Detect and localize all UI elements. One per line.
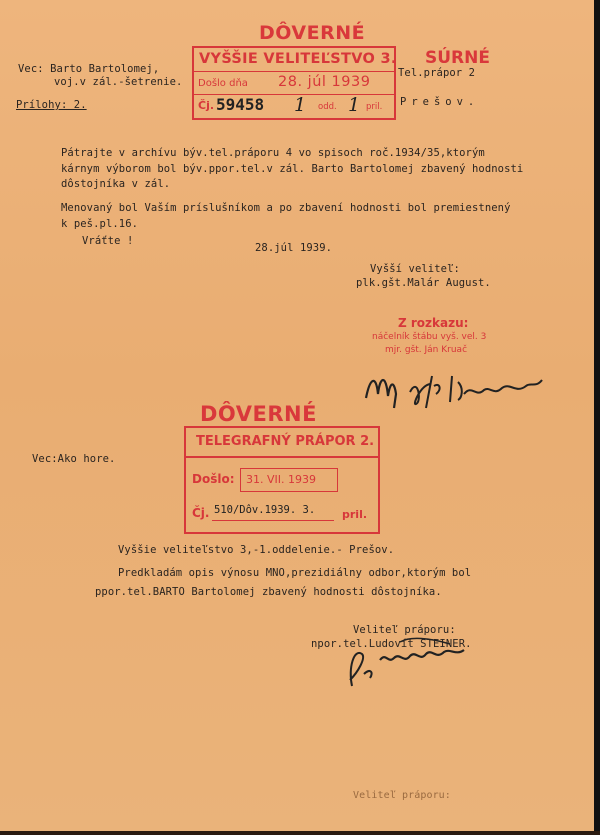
confidential-stamp-middle: DÔVERNÉ xyxy=(200,402,317,426)
scan-edge-bottom xyxy=(0,831,600,835)
return-instruction: Vráťte ! xyxy=(82,235,134,247)
order-stamp-line2: náčelník štábu vyš. vel. 3 xyxy=(372,332,487,342)
subject-line-1: Vec: Barto Bartolomej, xyxy=(18,63,160,75)
signature-2 xyxy=(340,628,490,696)
stamp1-received-date: 28. júl 1939 xyxy=(278,74,371,90)
urgent-stamp: SÚRNÉ xyxy=(425,48,490,68)
stamp2-office: TELEGRAFNÝ PRÁPOR 2. xyxy=(196,434,375,449)
commander-name: plk.gšt.Malár August. xyxy=(356,277,491,289)
stamp2-ref-number: 510/Dôv.1939. 3. xyxy=(214,504,316,516)
receipt-stamp-1 xyxy=(192,46,396,120)
reply-sign-name: npor.tel.Ludovít STEINER. xyxy=(311,638,472,650)
reply-text-line1: Predkladám opis výnosu MNO,prezidiálny odbor,ktorým bol xyxy=(118,567,472,579)
confidential-stamp-top: DÔVERNÉ xyxy=(259,22,366,44)
stamp2-received-date: 31. VII. 1939 xyxy=(246,473,316,486)
signature-1 xyxy=(360,364,550,414)
reply-sign-title: Veliteľ práporu: xyxy=(353,624,456,636)
receipt-stamp-2 xyxy=(184,426,380,534)
body-p2-line1: Menovaný bol Vaším príslušníkom a po zbavení hodnosti bol premiestnený xyxy=(61,202,511,214)
stamp1-office: VYŠŠIE VELITEĽSTVO 3. xyxy=(199,51,397,67)
scan-edge-right xyxy=(594,0,600,835)
order-stamp-line3: mjr. gšt. Ján Kruač xyxy=(385,345,468,355)
reply-addressee: Vyššie veliteľstvo 3,-1.oddelenie.- Prešov. xyxy=(118,544,395,556)
stamp1-attach-label: pril. xyxy=(366,102,383,112)
stamp2-attach-label: pril. xyxy=(342,508,368,521)
letter-date: 28.júl 1939. xyxy=(255,242,333,254)
attachments-label: Prílohy: 2. xyxy=(16,99,87,111)
unit-name: Tel.prápor 2 xyxy=(398,67,476,79)
stamp1-dept-value: 1 xyxy=(294,94,307,116)
stamp1-ref-label: Čj. xyxy=(198,99,215,112)
stamp2-received-label: Došlo: xyxy=(192,472,235,486)
commander-title: Vyšší veliteľ: xyxy=(370,263,460,275)
stamp1-ref-number: 59458 xyxy=(216,95,265,114)
stamp1-received-label: Došlo dňa xyxy=(198,78,248,89)
stamp1-attach-value: 1 xyxy=(348,94,361,116)
place-name: Prešov. xyxy=(400,96,480,108)
stamp2-ref-label: Čj. xyxy=(192,506,210,520)
body-p2-line2: k peš.pl.16. xyxy=(61,218,139,230)
bottom-faint-note: Veliteľ práporu: xyxy=(353,790,451,801)
order-stamp-line1: Z rozkazu: xyxy=(398,316,469,330)
body-p1-line2: kárnym výborom bol býv.ppor.tel.v zál. Barto Bartolomej zbavený hodnosti xyxy=(61,163,524,175)
reply-subject: Vec:Ako hore. xyxy=(32,453,116,465)
subject-line-2: voj.v zál.-šetrenie. xyxy=(54,76,183,88)
stamp1-dept-label: odd. xyxy=(318,102,337,112)
reply-text-line2: ppor.tel.BARTO Bartolomej zbavený hodnosti dôstojníka. xyxy=(95,586,442,598)
body-p1-line1: Pátrajte v archívu býv.tel.práporu 4 vo spisoch roč.1934/35,ktorým xyxy=(61,147,485,159)
body-p1-line3: dôstojníka v zál. xyxy=(61,178,171,190)
